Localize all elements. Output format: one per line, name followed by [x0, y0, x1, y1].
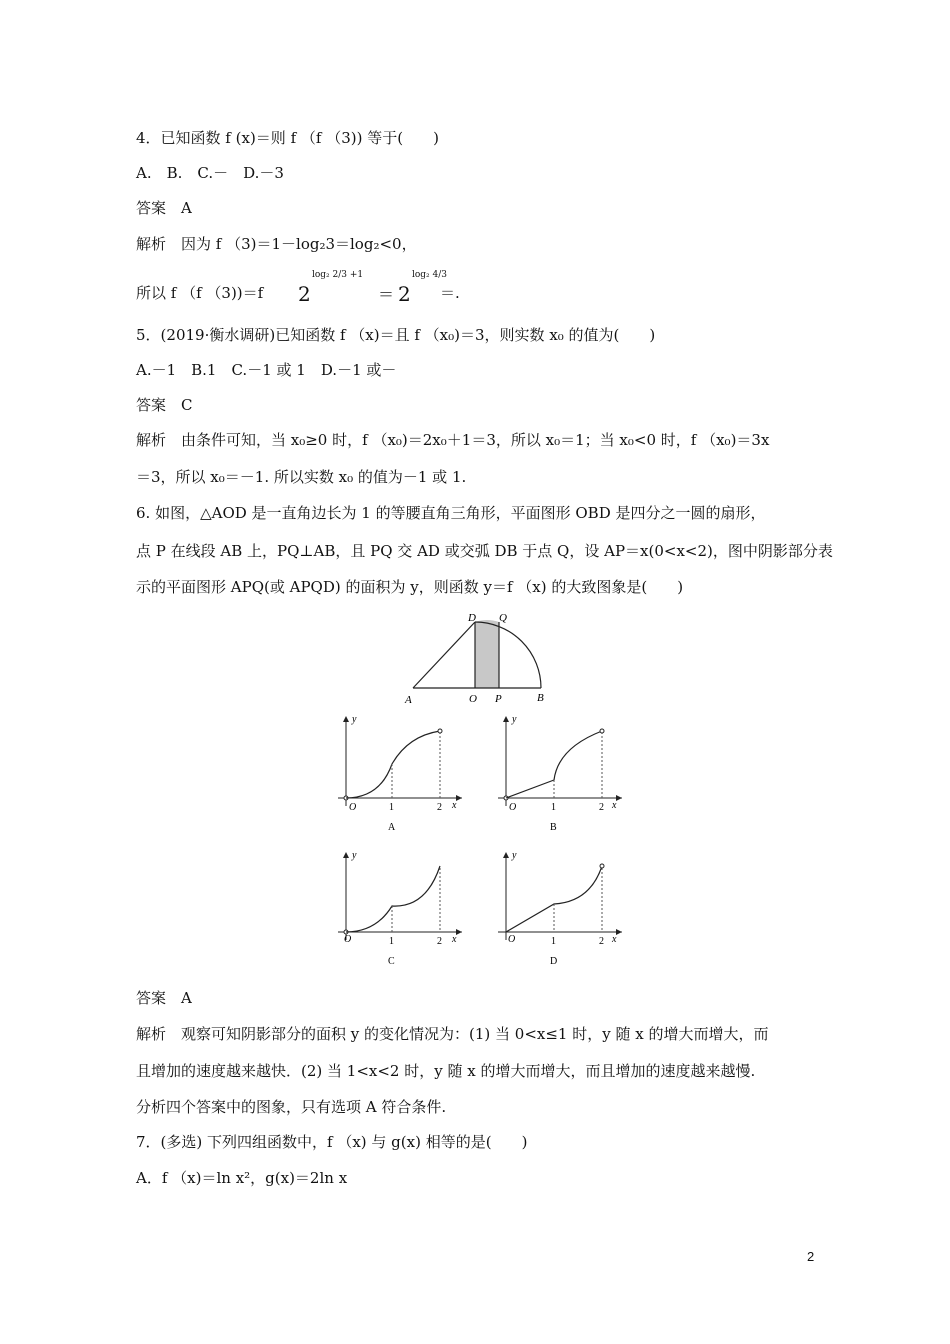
q5-analysis-2: ＝3，所以 x₀＝－1. 所以实数 x₀ 的值为－1 或 1. — [136, 468, 467, 486]
segment-AD — [413, 622, 475, 688]
label-O: O — [469, 693, 477, 705]
graph-option-C — [330, 848, 470, 974]
caption-D: D — [550, 956, 558, 967]
svg-text:x: x — [452, 800, 457, 811]
svg-text:2: 2 — [437, 936, 442, 947]
label-B: B — [537, 692, 544, 704]
svg-text:O: O — [508, 934, 516, 945]
svg-text:x: x — [612, 934, 617, 945]
page-number: 2 — [807, 1249, 815, 1264]
label-A: A — [405, 694, 412, 706]
svg-text:O: O — [344, 934, 352, 945]
svg-text:1: 1 — [389, 802, 394, 813]
svg-text:2: 2 — [599, 936, 604, 947]
q6-stem-2: 点 P 在线段 AB 上，PQ⊥AB，且 PQ 交 AD 或交弧 DB 于点 Q，设 AP＝x(0<x<2)，图中阴影部分表 — [136, 542, 833, 560]
q6-analysis-3: 分析四个答案中的图象，只有选项 A 符合条件. — [136, 1098, 447, 1116]
label-P: P — [495, 693, 502, 705]
curve-B — [506, 731, 602, 798]
graph-option-B — [490, 712, 630, 838]
svg-text:1: 1 — [389, 936, 394, 947]
svg-text:x: x — [452, 934, 457, 945]
svg-text:2: 2 — [599, 802, 604, 813]
power-exp-2: log₂ 4/3 — [412, 270, 448, 280]
q4-analysis-2: 所以 f （f （3))＝f — [136, 284, 264, 302]
svg-text:y: y — [352, 850, 357, 861]
caption-A: A — [388, 822, 396, 833]
q4-analysis-1: 解析 因为 f （3)＝1－log₂3＝log₂<0， — [136, 235, 417, 253]
svg-text:2: 2 — [437, 802, 442, 813]
geometry-figure — [395, 610, 565, 710]
svg-text:O: O — [509, 802, 517, 813]
q5-answer: 答案 C — [136, 396, 193, 414]
power-base-1: 2 — [298, 282, 311, 306]
q6-stem-3: 示的平面图形 APQ(或 APQD) 的面积为 y，则函数 y＝f （x) 的大致图象是( ) — [136, 578, 684, 596]
curve-C — [346, 866, 440, 932]
curve-D — [506, 866, 602, 932]
graph-option-D — [490, 848, 630, 974]
label-Q: Q — [499, 612, 507, 624]
shaded-region — [413, 620, 499, 688]
svg-text:y: y — [352, 714, 357, 725]
q6-stem-1: 6. 如图，△AOD 是一直角边长为 1 的等腰直角三角形，平面图形 OBD 是四分之一圆的扇形， — [136, 504, 766, 522]
q4-stem: 4．已知函数 f (x)＝则 f （f （3)) 等于( ) — [136, 129, 439, 147]
q4-analysis-2-end: ＝. — [440, 284, 460, 302]
svg-text:x: x — [612, 800, 617, 811]
power-exp-1: log₂ 2/3 +1 — [312, 270, 364, 280]
q4-options: A. B. C.－ D.－3 — [136, 164, 284, 182]
q4-answer: 答案 A — [136, 199, 192, 217]
svg-text:O: O — [349, 802, 357, 813]
svg-text:1: 1 — [551, 802, 556, 813]
q7-option-a: A．f （x)＝ln x²，g(x)＝2ln x — [136, 1169, 348, 1187]
svg-text:y: y — [512, 850, 517, 861]
caption-B: B — [550, 822, 557, 833]
q5-options: A.－1 B.1 C.－1 或 1 D.－1 或－ — [136, 361, 397, 379]
graph-option-A — [330, 712, 470, 838]
svg-text:y: y — [512, 714, 517, 725]
power-base-2: 2 — [398, 282, 411, 306]
label-D: D — [468, 612, 476, 624]
q7-stem: 7．(多选) 下列四组函数中，f （x) 与 g(x) 相等的是( ) — [136, 1133, 528, 1151]
svg-text:1: 1 — [551, 936, 556, 947]
q5-analysis-1: 解析 由条件可知，当 x₀≥0 时，f （x₀)＝2x₀＋1＝3，所以 x₀＝1；当 x₀<0 时，f （x₀)＝3x — [136, 431, 770, 449]
q5-stem: 5．(2019·衡水调研)已知函数 f （x)＝且 f （x₀)＝3，则实数 x₀ 的值为( ) — [136, 326, 656, 344]
caption-C: C — [388, 956, 395, 967]
curve-A — [346, 731, 440, 798]
q6-analysis-2: 且增加的速度越来越快．(2) 当 1<x<2 时，y 随 x 的增大而增大，而且增加的速度越来越慢. — [136, 1062, 756, 1080]
q6-analysis-1: 解析 观察可知阴影部分的面积 y 的变化情况为：(1) 当 0<x≤1 时，y 随 x 的增大而增大，而 — [136, 1025, 769, 1043]
q6-answer: 答案 A — [136, 989, 192, 1007]
